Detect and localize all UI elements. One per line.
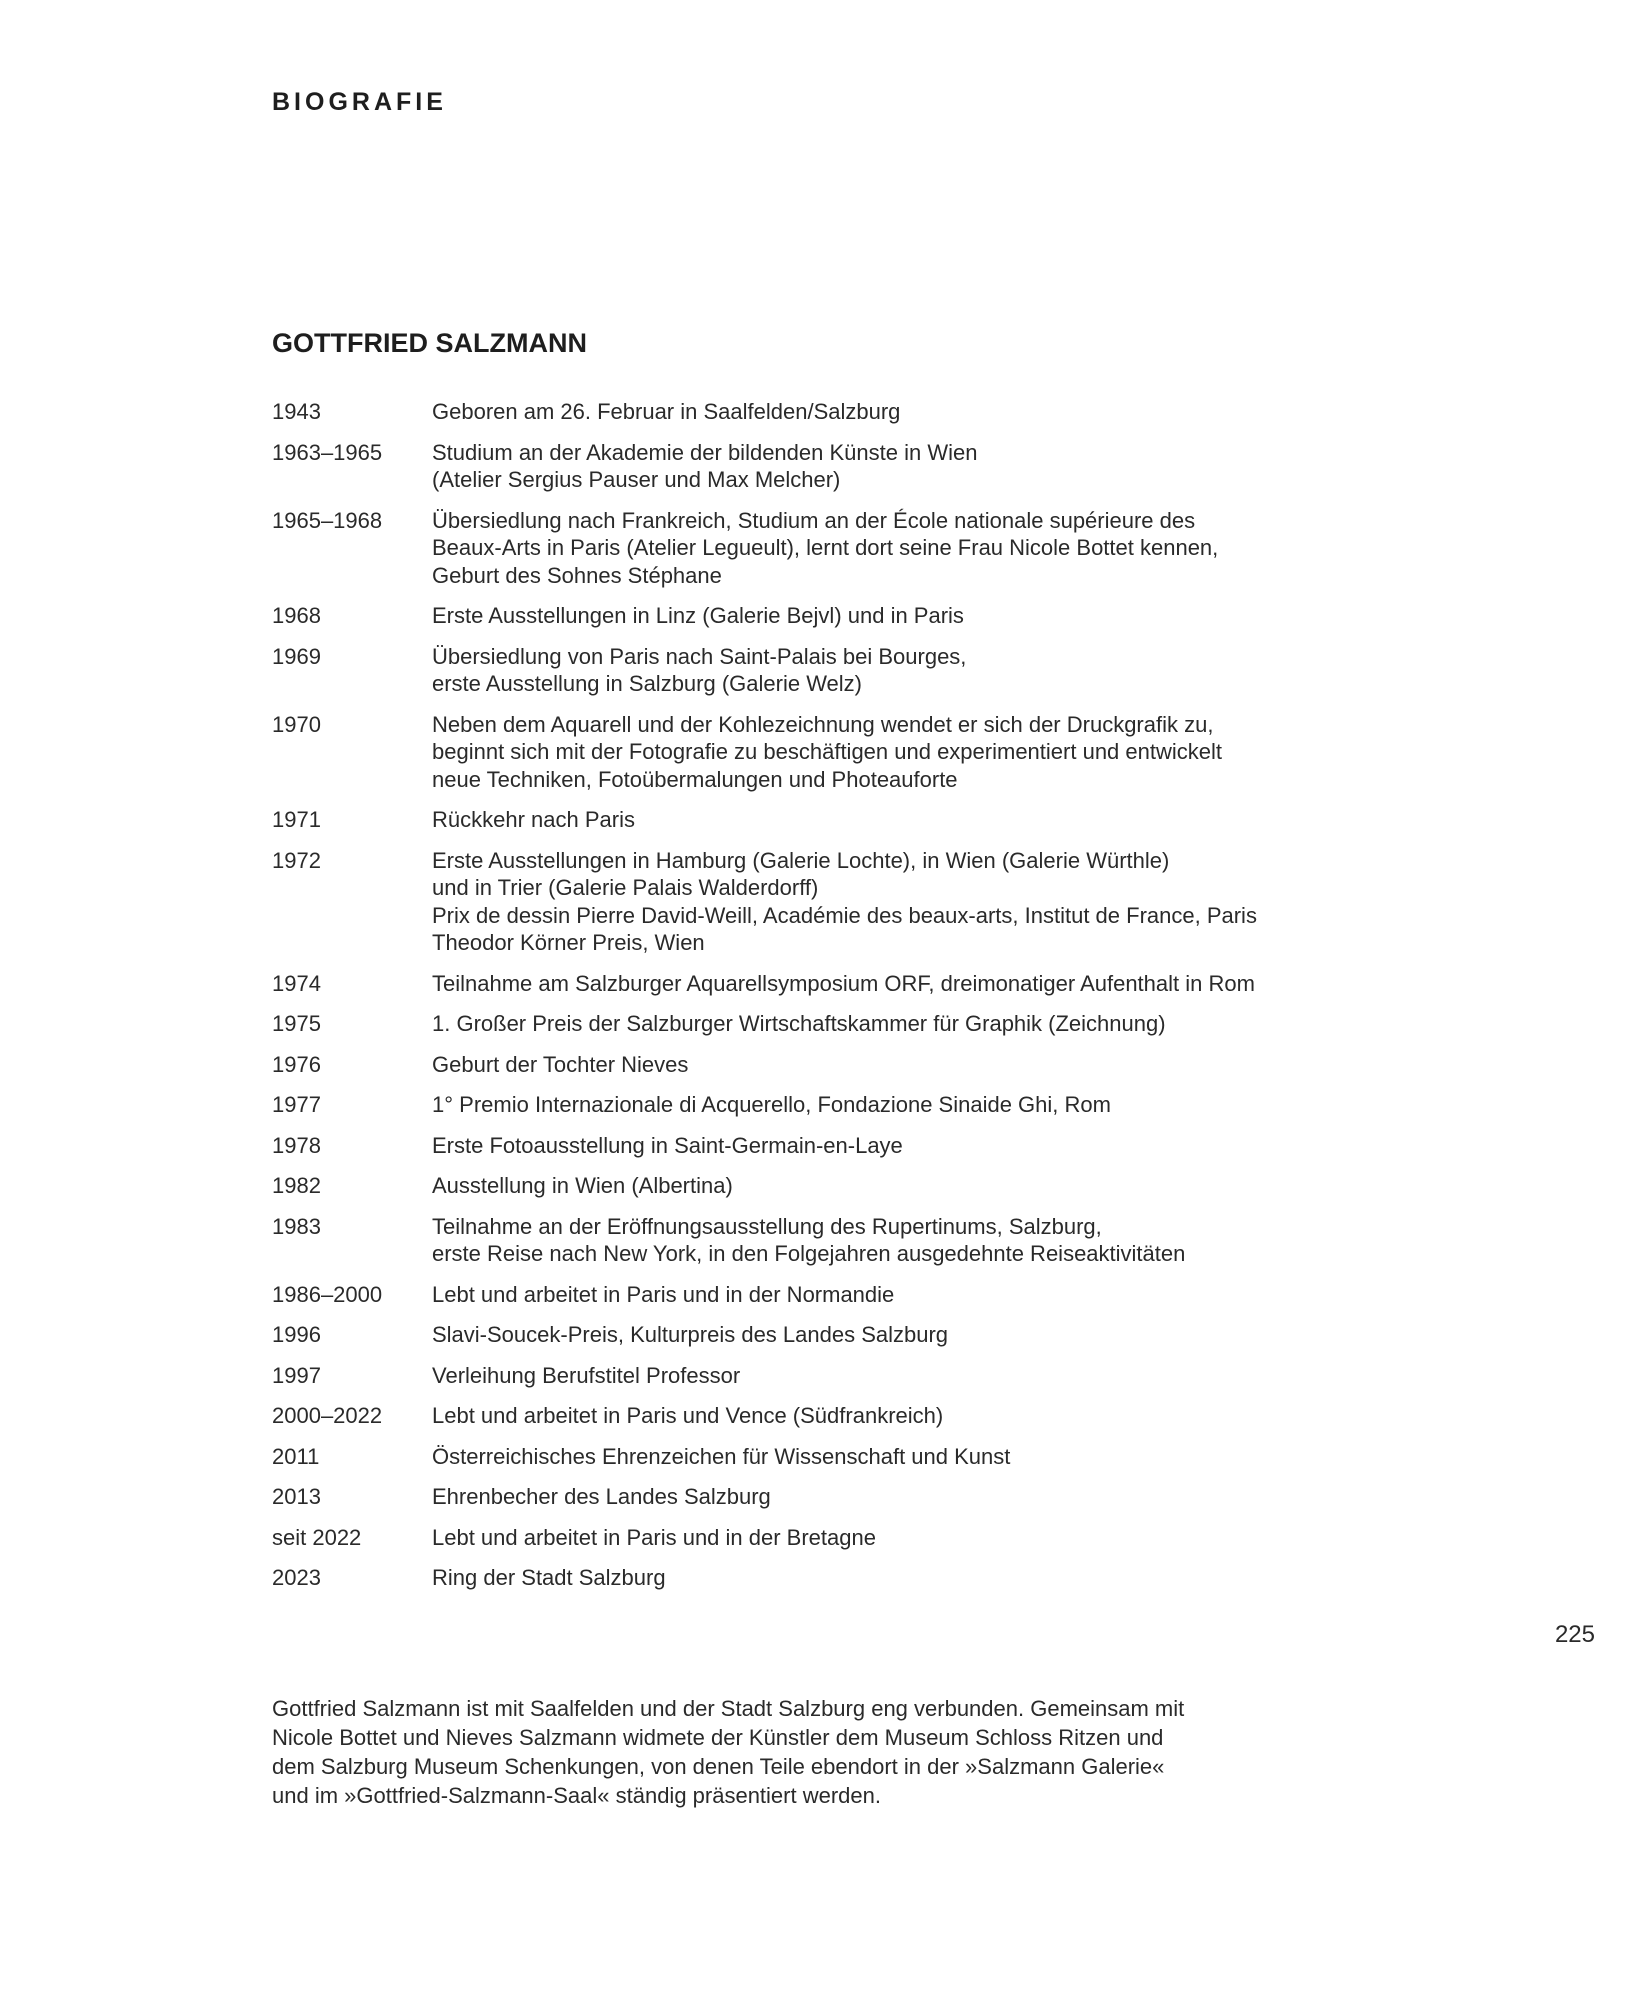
- timeline-entry: [272, 1362, 1402, 1390]
- timeline-description-line: beginnt sich mit der Fotografie zu beschäftigen und experimentiert und entwickelt: [432, 739, 1222, 764]
- timeline-description-line: Übersiedlung nach Frankreich, Studium an der École nationale supérieure des: [432, 507, 1196, 533]
- page-number: 225: [1554, 1621, 1595, 1648]
- timeline-entry: [272, 643, 1402, 698]
- timeline-year: 1963–1965: [272, 439, 383, 465]
- timeline-year: 1977: [272, 1092, 321, 1117]
- timeline-description-line: (Atelier Sergius Pauser und Max Melcher): [432, 467, 841, 492]
- timeline-year: 1997: [272, 1362, 321, 1388]
- timeline-description-line: Ehrenbecher des Landes Salzburg: [432, 1484, 771, 1509]
- closing-paragraph-line: Gottfried Salzmann ist mit Saalfelden und der Stadt Salzburg eng verbunden. Gemeinsam mit: [272, 1696, 1185, 1721]
- timeline-description-line: erste Reise nach New York, in den Folgejahren ausgedehnte Reiseaktivitäten: [432, 1241, 1186, 1266]
- timeline-entry: [272, 1010, 1402, 1038]
- timeline-description-line: und in Trier (Galerie Palais Walderdorff): [432, 875, 819, 900]
- timeline-year: 1983: [272, 1213, 321, 1239]
- timeline-description: [432, 1483, 1402, 1511]
- timeline-entry: [272, 970, 1402, 998]
- timeline-year: 1965–1968: [272, 507, 383, 533]
- timeline-year: 1969: [272, 643, 321, 669]
- timeline-entry: [272, 1564, 1402, 1592]
- timeline-year: 1974: [272, 970, 321, 996]
- timeline-description-line: erste Ausstellung in Salzburg (Galerie Welz): [432, 671, 863, 696]
- timeline-description: [432, 1564, 1402, 1592]
- timeline-year: seit 2022: [272, 1524, 362, 1550]
- timeline-description-line: Übersiedlung von Paris nach Saint-Palais bei Bourges,: [432, 643, 967, 669]
- timeline-description: [432, 398, 1402, 426]
- timeline-description-line: Slavi-Soucek-Preis, Kulturpreis des Landes Salzburg: [432, 1322, 949, 1347]
- timeline-year: 1971: [272, 807, 321, 832]
- timeline-description: [432, 1213, 1402, 1268]
- timeline-year: 2011: [272, 1443, 320, 1469]
- timeline-entry: [272, 602, 1402, 630]
- timeline-entry: [272, 507, 1402, 590]
- timeline-entry: [272, 1483, 1402, 1511]
- timeline-description: [432, 1010, 1402, 1038]
- timeline-entry: [272, 1091, 1402, 1119]
- timeline-entry: [272, 1051, 1402, 1079]
- timeline-entry: [272, 1132, 1402, 1160]
- timeline-description-line: Geboren am 26. Februar in Saalfelden/Salzburg: [432, 399, 901, 424]
- timeline-description: [432, 1362, 1402, 1390]
- timeline-description-line: Geburt des Sohnes Stéphane: [432, 562, 722, 588]
- timeline-entry: [272, 1281, 1402, 1309]
- timeline-entry: [272, 439, 1402, 494]
- timeline-description: [432, 1402, 1402, 1430]
- timeline-description: [432, 439, 1402, 494]
- timeline-description: [432, 847, 1402, 957]
- timeline-entry: [272, 847, 1402, 957]
- timeline-year: 1986–2000: [272, 1281, 383, 1307]
- timeline-description-line: Rückkehr nach Paris: [432, 807, 635, 832]
- timeline-description: [432, 1172, 1402, 1200]
- timeline-year: 1975: [272, 1011, 321, 1036]
- timeline-description-line: Teilnahme am Salzburger Aquarellsymposium ORF, dreimonatiger Aufenthalt in Rom: [432, 970, 1255, 996]
- timeline-year: 2023: [272, 1565, 321, 1590]
- artist-name-heading: GOTTFRIED SALZMANN: [272, 328, 587, 358]
- timeline-description-line: 1° Premio Internazionale di Acquerello, Fondazione Sinaide Ghi, Rom: [432, 1092, 1111, 1117]
- timeline-description-line: Erste Fotoausstellung in Saint-Germain-en-Laye: [432, 1132, 903, 1158]
- timeline-year: 1970: [272, 711, 321, 737]
- timeline-year: 1968: [272, 603, 321, 628]
- timeline-description-line: Lebt und arbeitet in Paris und in der Normandie: [432, 1281, 895, 1307]
- closing-paragraph-line: Nicole Bottet und Nieves Salzmann widmete der Künstler dem Museum Schloss Ritzen und: [272, 1725, 1164, 1750]
- timeline-description-line: Erste Ausstellungen in Linz (Galerie Bejvl) und in Paris: [432, 603, 964, 628]
- timeline-description-line: Studium an der Akademie der bildenden Künste in Wien: [432, 439, 978, 465]
- timeline-year: 1943: [272, 399, 321, 424]
- timeline-description-line: Theodor Körner Preis, Wien: [432, 930, 705, 955]
- timeline-description: [432, 806, 1402, 834]
- timeline-entry: [272, 398, 1402, 426]
- timeline-year: 2000–2022: [272, 1403, 383, 1428]
- timeline-description: [432, 1443, 1402, 1471]
- timeline-description-line: Lebt und arbeitet in Paris und Vence (Südfrankreich): [432, 1403, 944, 1428]
- timeline-description: [432, 507, 1402, 590]
- timeline-year: 1982: [272, 1173, 321, 1198]
- timeline-description-line: Österreichisches Ehrenzeichen für Wissenschaft und Kunst: [432, 1443, 1011, 1469]
- timeline-description: [432, 643, 1402, 698]
- timeline-entry: [272, 1321, 1402, 1349]
- timeline-description-line: neue Techniken, Fotoübermalungen und Photeauforte: [432, 766, 958, 792]
- timeline-entry: [272, 1402, 1402, 1430]
- timeline-description-line: Ausstellung in Wien (Albertina): [432, 1173, 733, 1198]
- timeline-description-line: Geburt der Tochter Nieves: [432, 1051, 689, 1077]
- timeline-year: 2013: [272, 1484, 321, 1509]
- timeline-entry: [272, 1443, 1402, 1471]
- timeline-entry: [272, 711, 1402, 794]
- timeline-description-line: 1. Großer Preis der Salzburger Wirtschaftskammer für Graphik (Zeichnung): [432, 1011, 1166, 1036]
- timeline-entry: [272, 1213, 1402, 1268]
- timeline-description-line: Prix de dessin Pierre David-Weill, Académie des beaux-arts, Institut de France, Paris: [432, 902, 1257, 928]
- section-label: BIOGRAFIE: [272, 88, 447, 116]
- timeline-description: [432, 602, 1402, 630]
- timeline-description: [432, 1524, 1402, 1552]
- timeline-description-line: Beaux-Arts in Paris (Atelier Legueult), lernt dort seine Frau Nicole Bottet kennen,: [432, 535, 1219, 560]
- timeline-entry: [272, 1172, 1402, 1200]
- timeline-description: [432, 1051, 1402, 1079]
- closing-paragraph-line: dem Salzburg Museum Schenkungen, von denen Teile ebendort in der »Salzmann Galerie«: [272, 1754, 1165, 1779]
- closing-paragraph-line: und im »Gottfried-Salzmann-Saal« ständig präsentiert werden.: [272, 1783, 881, 1808]
- timeline-description-line: Teilnahme an der Eröffnungsausstellung des Rupertinums, Salzburg,: [432, 1213, 1102, 1239]
- timeline-description: [432, 1091, 1402, 1119]
- timeline-entry: [272, 1524, 1402, 1552]
- timeline-description-line: Neben dem Aquarell und der Kohlezeichnung wendet er sich der Druckgrafik zu,: [432, 711, 1214, 737]
- timeline-description: [432, 1132, 1402, 1160]
- timeline-description-line: Lebt und arbeitet in Paris und in der Bretagne: [432, 1524, 876, 1550]
- timeline-year: 1978: [272, 1132, 321, 1158]
- timeline-description: [432, 711, 1402, 794]
- timeline-year: 1972: [272, 847, 321, 873]
- closing-paragraph: [272, 1694, 1372, 1810]
- biography-timeline: [272, 398, 1402, 1605]
- timeline-description: [432, 970, 1402, 998]
- timeline-description-line: Ring der Stadt Salzburg: [432, 1565, 666, 1590]
- timeline-description: [432, 1281, 1402, 1309]
- timeline-description-line: Erste Ausstellungen in Hamburg (Galerie Lochte), in Wien (Galerie Würthle): [432, 847, 1170, 873]
- timeline-year: 1996: [272, 1322, 321, 1347]
- timeline-year: 1976: [272, 1051, 321, 1077]
- timeline-description: [432, 1321, 1402, 1349]
- timeline-description-line: Verleihung Berufstitel Professor: [432, 1362, 741, 1388]
- timeline-entry: [272, 806, 1402, 834]
